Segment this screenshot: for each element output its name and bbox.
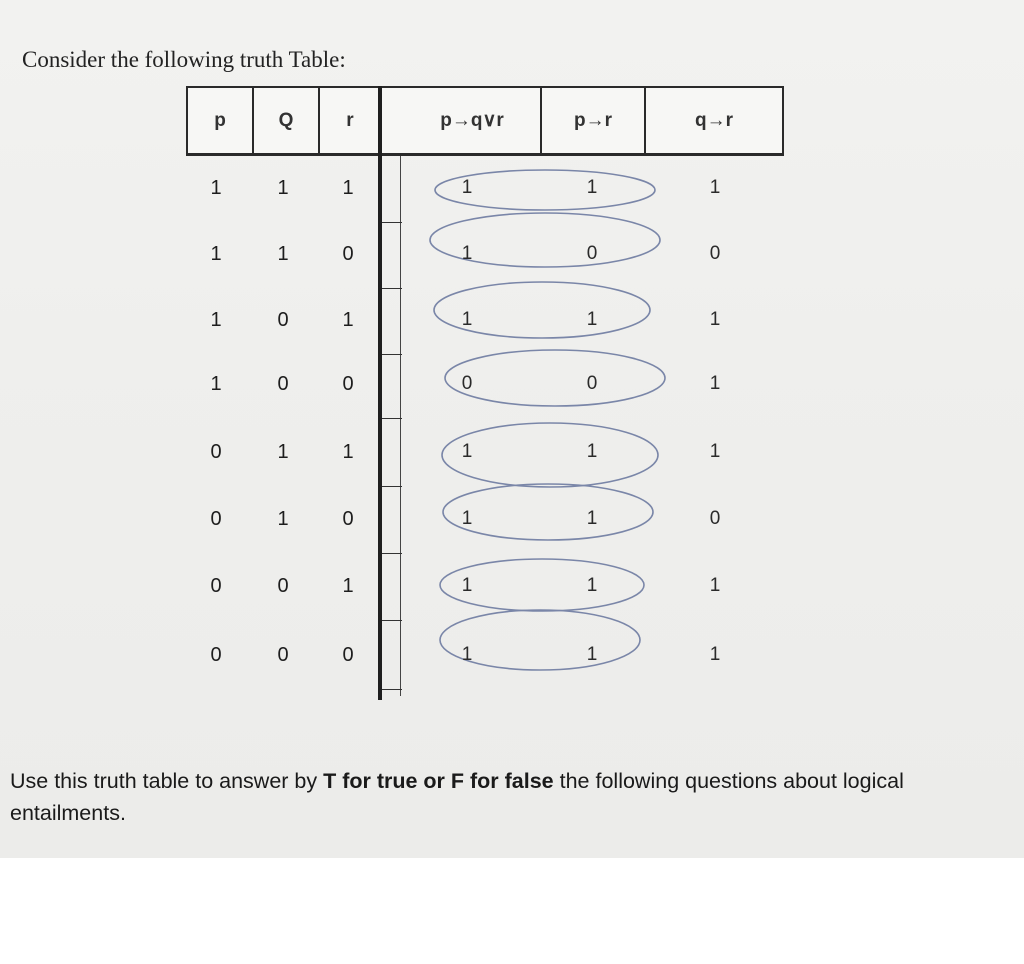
cell-q: 0 bbox=[277, 308, 289, 331]
cell-q-implies-r: 1 bbox=[709, 373, 721, 394]
cell-p-implies-r: 0 bbox=[586, 373, 598, 394]
cell-p-implies-q-or-r: 1 bbox=[461, 644, 473, 665]
cell-p-implies-r: 1 bbox=[586, 644, 598, 665]
cell-r: 1 bbox=[342, 440, 354, 463]
cell-q-implies-r: 1 bbox=[709, 309, 721, 330]
cell-p-implies-r: 1 bbox=[586, 177, 598, 198]
cell-q: 1 bbox=[277, 242, 289, 265]
header-r: r bbox=[346, 109, 354, 131]
instruction-emphasis: T for true or F for false bbox=[323, 769, 554, 793]
cell-r: 1 bbox=[342, 176, 354, 199]
cell-p: 0 bbox=[210, 574, 222, 597]
cell-p-implies-r: 1 bbox=[586, 575, 598, 596]
cell-q-implies-r: 1 bbox=[709, 441, 721, 462]
cell-q-implies-r: 0 bbox=[709, 508, 721, 529]
row-tick bbox=[382, 222, 402, 223]
cell-p-implies-q-or-r: 1 bbox=[461, 309, 473, 330]
cell-r: 0 bbox=[342, 643, 354, 666]
column-separator bbox=[378, 86, 382, 700]
cell-r: 1 bbox=[342, 574, 354, 597]
cell-p: 1 bbox=[210, 176, 222, 199]
cell-p: 0 bbox=[210, 643, 222, 666]
header-p: p bbox=[214, 109, 226, 131]
cell-q: 1 bbox=[277, 507, 289, 530]
cell-r: 0 bbox=[342, 242, 354, 265]
cell-p-implies-q-or-r: 1 bbox=[461, 508, 473, 529]
cell-p-implies-q-or-r: 1 bbox=[461, 441, 473, 462]
row-tick bbox=[382, 354, 402, 355]
cell-p-implies-r: 1 bbox=[586, 441, 598, 462]
row-tick bbox=[382, 689, 402, 690]
cell-r: 0 bbox=[342, 507, 354, 530]
column-separator-thin bbox=[400, 156, 401, 696]
header-p-implies-r: p→r bbox=[574, 109, 612, 131]
cell-q-implies-r: 0 bbox=[709, 243, 721, 264]
cell-p-implies-q-or-r: 1 bbox=[461, 177, 473, 198]
cell-p: 0 bbox=[210, 507, 222, 530]
header-q-implies-r: q→r bbox=[695, 109, 733, 131]
cell-q: 0 bbox=[277, 574, 289, 597]
cell-p-implies-r: 1 bbox=[586, 508, 598, 529]
cell-p-implies-q-or-r: 0 bbox=[461, 373, 473, 394]
header-q: Q bbox=[278, 109, 294, 131]
cell-q-implies-r: 1 bbox=[709, 644, 721, 665]
cell-q-implies-r: 1 bbox=[709, 177, 721, 198]
instruction-text: Use this truth table to answer by T for true or F for false the following questions about logical entailments. bbox=[10, 769, 904, 825]
cell-q-implies-r: 1 bbox=[709, 575, 721, 596]
cell-p: 0 bbox=[210, 440, 222, 463]
cell-p-implies-q-or-r: 1 bbox=[461, 243, 473, 264]
intro-text: Consider the following truth Table: bbox=[22, 47, 346, 72]
row-tick bbox=[382, 553, 402, 554]
cell-q: 0 bbox=[277, 643, 289, 666]
cell-p: 1 bbox=[210, 372, 222, 395]
cell-p: 1 bbox=[210, 242, 222, 265]
row-tick bbox=[382, 486, 402, 487]
row-tick bbox=[382, 418, 402, 419]
cell-p-implies-r: 0 bbox=[586, 243, 598, 264]
cell-q: 1 bbox=[277, 440, 289, 463]
cell-q: 1 bbox=[277, 176, 289, 199]
row-tick bbox=[382, 288, 402, 289]
cell-r: 0 bbox=[342, 372, 354, 395]
row-tick bbox=[382, 620, 402, 621]
cell-q: 0 bbox=[277, 372, 289, 395]
cell-p-implies-q-or-r: 1 bbox=[461, 575, 473, 596]
header-p-implies-q-or-r: p→q∨r bbox=[440, 110, 504, 131]
cell-p-implies-r: 1 bbox=[586, 309, 598, 330]
truth-table-header bbox=[186, 86, 784, 156]
cell-r: 1 bbox=[342, 308, 354, 331]
cell-p: 1 bbox=[210, 308, 222, 331]
